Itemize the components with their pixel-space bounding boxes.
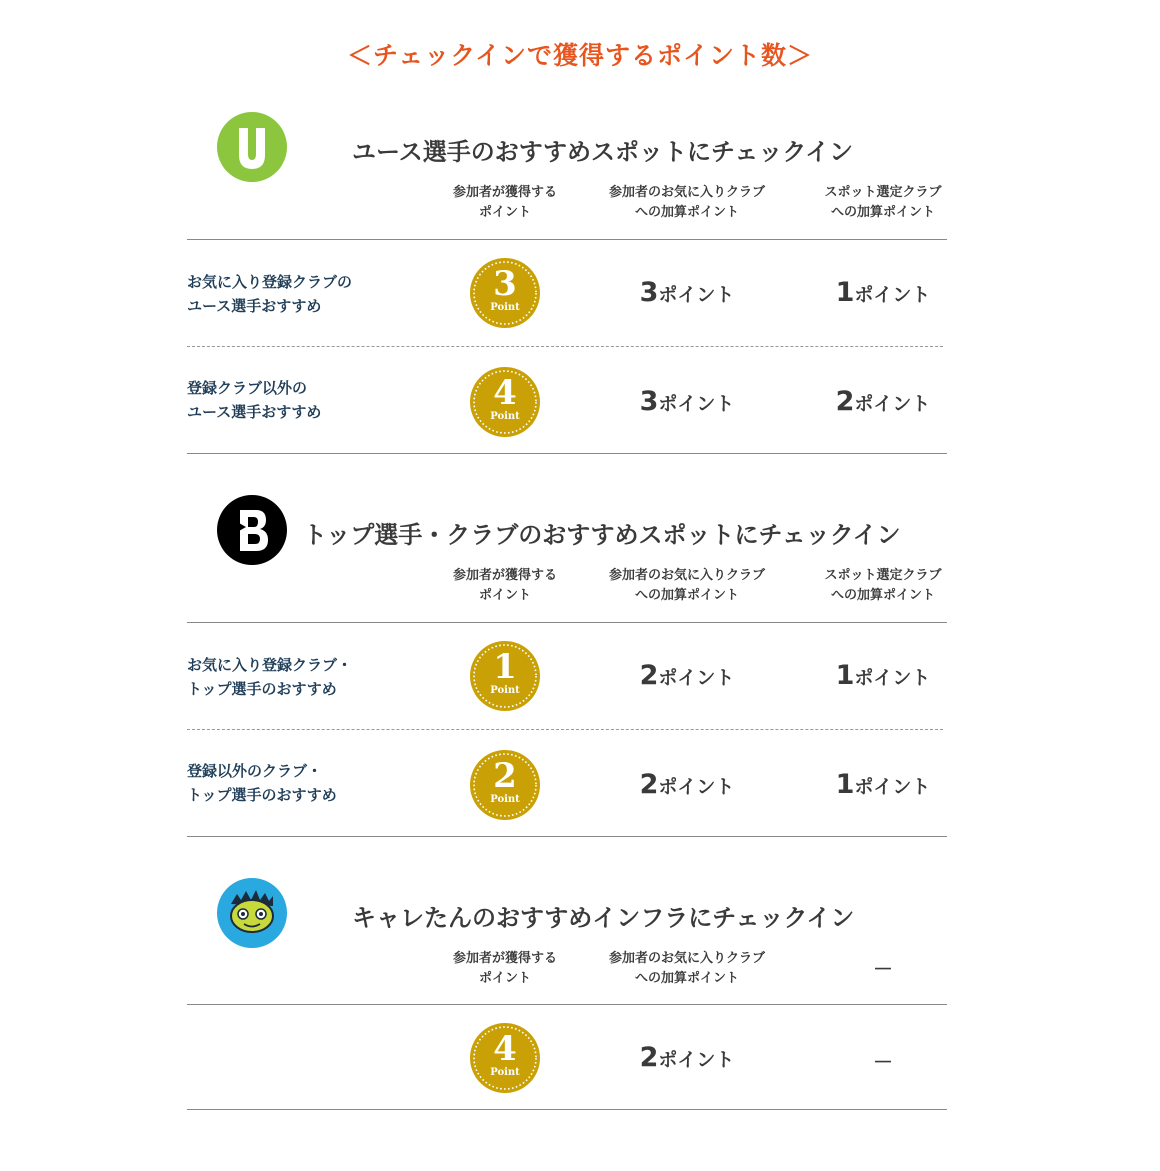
divider (187, 1004, 947, 1005)
favorite-club-points: 2ポイント (639, 769, 735, 800)
spot-club-points: 1ポイント (835, 277, 931, 308)
section-top (187, 495, 947, 837)
column-header-spot-club-points: スポット選定クラブ への加算ポイント (824, 185, 942, 220)
section-youth (187, 112, 947, 454)
page-title: ＜チェックインで獲得するポイント数＞ (346, 41, 813, 70)
divider (187, 836, 947, 837)
row-label: お気に入り登録クラブの ユース選手おすすめ (187, 273, 353, 315)
section-title: ユース選手のおすすめスポットにチェックイン (352, 138, 854, 166)
divider (187, 1109, 947, 1110)
column-header-participant-points: 参加者が獲得する ポイント (452, 568, 557, 603)
point-coin-icon: 4 Point (470, 1023, 540, 1093)
row-divider (187, 346, 943, 347)
favorite-club-points: 3ポイント (639, 386, 735, 417)
column-header-favorite-club-points: 参加者のお気に入りクラブ への加算ポイント (608, 951, 765, 986)
b-logo-icon (217, 495, 287, 565)
divider (187, 622, 947, 623)
favorite-club-points: 3ポイント (639, 277, 735, 308)
divider (187, 453, 947, 454)
spot-club-points: 1ポイント (835, 660, 931, 691)
section-title: キャレたんのおすすめインフラにチェックイン (352, 904, 855, 932)
section-title: トップ選手・クラブのおすすめスポットにチェックイン (303, 521, 901, 549)
column-header-favorite-club-points: 参加者のお気に入りクラブ への加算ポイント (608, 568, 765, 603)
favorite-club-points: 2ポイント (639, 660, 735, 691)
row-label: 登録以外のクラブ・ トップ選手のおすすめ (187, 762, 337, 804)
point-coin-icon: 4 Point (470, 367, 540, 437)
column-header-favorite-club-points: 参加者のお気に入りクラブ への加算ポイント (608, 185, 765, 220)
point-coin-icon: 3 Point (470, 258, 540, 328)
spot-club-points: 1ポイント (835, 769, 931, 800)
row-label: お気に入り登録クラブ・ トップ選手のおすすめ (187, 656, 353, 698)
section-kyaretan (187, 878, 947, 1110)
divider (187, 239, 947, 240)
favorite-club-points: 2ポイント (639, 1042, 735, 1073)
kyaretan-mascot-icon (217, 878, 287, 948)
row-divider (187, 729, 943, 730)
column-header-spot-club-points: スポット選定クラブ への加算ポイント (824, 568, 942, 603)
column-header-spot-club-none: － (873, 957, 893, 981)
point-coin-icon: 2 Point (470, 750, 540, 820)
column-header-participant-points: 参加者が獲得する ポイント (452, 951, 557, 986)
u-logo-icon (217, 112, 287, 182)
point-coin-icon: 1 Point (470, 641, 540, 711)
row-label: 登録クラブ以外の ユース選手おすすめ (187, 379, 322, 421)
column-header-participant-points: 参加者が獲得する ポイント (452, 185, 557, 220)
spot-club-points-none: － (873, 1050, 893, 1074)
spot-club-points: 2ポイント (835, 386, 931, 417)
